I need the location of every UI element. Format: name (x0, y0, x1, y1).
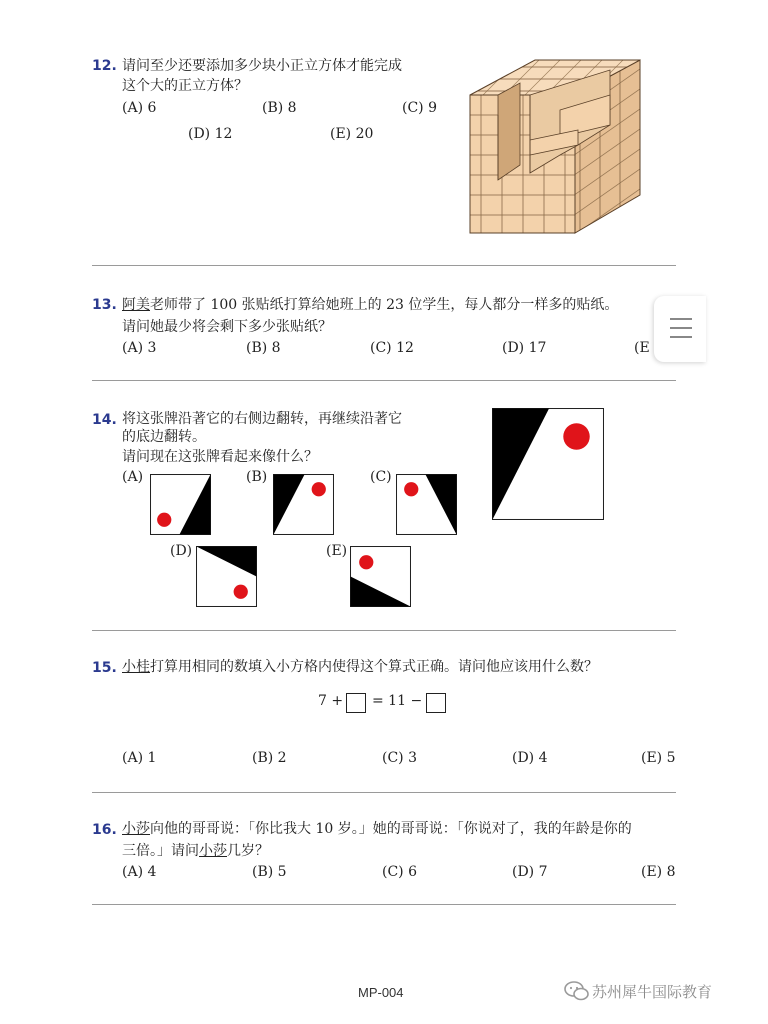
question-16-line2 (122, 840, 269, 862)
question-15-line1 (122, 656, 598, 678)
q13-option-e[interactable]: (E (634, 340, 650, 356)
q14-option-e-card[interactable] (350, 546, 411, 607)
question-14-line2: 的底边翻转。 (122, 429, 206, 445)
name-xiaosha: 小莎 (122, 821, 150, 837)
floating-menu-button[interactable] (654, 296, 706, 362)
question-14-line1: 将这张牌沿著它的右侧边翻转，再继续沿著它 (122, 411, 402, 427)
q15-option-e[interactable]: (E) 5 (641, 750, 676, 766)
question-13-line1 (122, 294, 618, 316)
question-16-line2-post: 几岁？ (227, 843, 269, 859)
page-code: MP-004 (358, 985, 404, 1000)
equation-middle: = 11 − (372, 693, 423, 709)
question-number-15: 15. (92, 660, 117, 676)
q12-option-a[interactable]: (A) 6 (122, 100, 157, 116)
q12-option-b[interactable]: (B) 8 (262, 100, 297, 116)
q15-option-d[interactable]: (D) 4 (512, 750, 548, 766)
q14-option-d-card[interactable] (196, 546, 257, 607)
question-12-line1: 请问至少还要添加多少块小正立方体才能完成 (122, 58, 402, 74)
divider (92, 630, 676, 631)
question-number-13: 13. (92, 297, 117, 313)
answer-box-2[interactable] (426, 693, 446, 713)
name-xiaosha-2: 小莎 (199, 843, 227, 859)
question-14-line3: 请问现在这张牌看起来像什么？ (122, 449, 318, 465)
question-number-16: 16. (92, 822, 117, 838)
q14-option-b-card[interactable] (273, 474, 334, 535)
q15-option-a[interactable]: (A) 1 (122, 750, 157, 766)
question-16-line2-pre: 三倍。」请问 (122, 843, 199, 859)
question-number-14: 14. (92, 412, 117, 428)
name-xiaogui: 小桂 (122, 659, 150, 675)
answer-box-1[interactable] (346, 693, 366, 713)
name-ami: 阿美 (122, 297, 150, 313)
watermark-text: 苏州犀牛国际教育 (592, 983, 713, 1001)
q13-option-d[interactable]: (D) 17 (502, 340, 547, 356)
card-original (492, 408, 604, 520)
divider (92, 792, 676, 793)
q14-option-c-label[interactable]: (C) (370, 469, 392, 485)
q16-option-a[interactable]: (A) 4 (122, 864, 157, 880)
q12-option-c[interactable]: (C) 9 (402, 100, 437, 116)
q13-option-c[interactable]: (C) 12 (370, 340, 414, 356)
q13-option-b[interactable]: (B) 8 (246, 340, 281, 356)
divider (92, 904, 676, 905)
q14-option-c-card[interactable] (396, 474, 457, 535)
question-13-line2: 请问她最少将会剩下多少张贴纸？ (122, 319, 332, 335)
q14-option-d-label[interactable]: (D) (170, 543, 193, 559)
q15-option-c[interactable]: (C) 3 (382, 750, 417, 766)
q16-option-b[interactable]: (B) 5 (252, 864, 287, 880)
q15-option-b[interactable]: (B) 2 (252, 750, 287, 766)
q12-option-d[interactable]: (D) 12 (188, 126, 233, 142)
divider (92, 265, 676, 266)
q13-option-a[interactable]: (A) 3 (122, 340, 157, 356)
q14-option-a-label[interactable]: (A) (122, 469, 144, 485)
q16-option-c[interactable]: (C) 6 (382, 864, 417, 880)
question-15-line1-text: 打算用相同的数填入小方格内使得这个算式正确。请问他应该用什么数？ (150, 659, 598, 675)
cube-stack-figure (460, 55, 670, 240)
question-16-line1 (122, 818, 632, 840)
q14-option-b-label[interactable]: (B) (246, 469, 268, 485)
q16-option-d[interactable]: (D) 7 (512, 864, 548, 880)
q12-option-e[interactable]: (E) 20 (330, 126, 374, 142)
question-12-line2: 这个大的正立方体？ (122, 78, 248, 94)
q16-option-e[interactable]: (E) 8 (641, 864, 676, 880)
question-13-line1-text: 老师带了 100 张贴纸打算给她班上的 23 位学生，每人都分一样多的贴纸。 (150, 297, 619, 313)
equation-left: 7 + (318, 693, 344, 709)
q14-option-a-card[interactable] (150, 474, 211, 535)
divider (92, 380, 676, 381)
wechat-icon (564, 980, 590, 1002)
q14-option-e-label[interactable]: (E) (326, 543, 348, 559)
question-16-line1-text: 向他的哥哥说：「你比我大 10 岁。」她的哥哥说：「你说对了，我的年龄是你的 (150, 821, 632, 837)
question-number-12: 12. (92, 58, 117, 74)
